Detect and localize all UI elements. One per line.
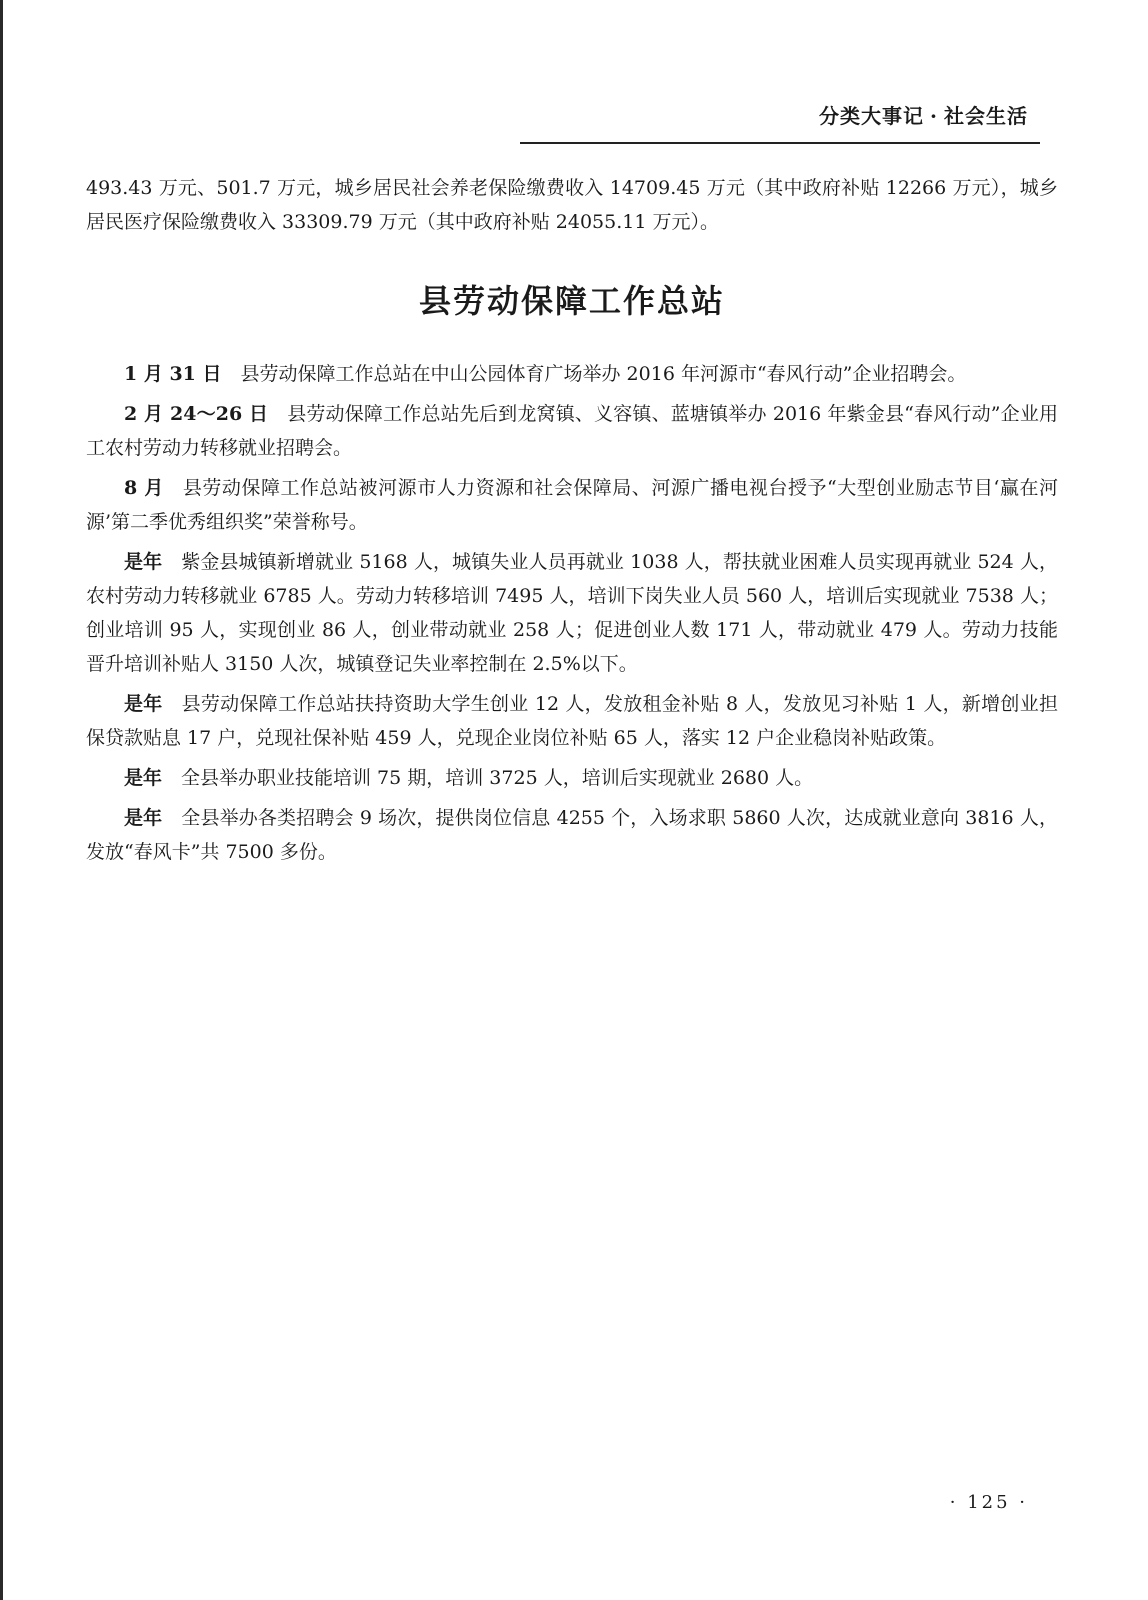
section-title: 县劳动保障工作总站	[418, 282, 725, 320]
entry-text: 县劳动保障工作总站在中山公园体育广场举办 2016 年河源市“春风行动”企业招聘会。	[240, 363, 967, 385]
page-edge-border	[0, 0, 3, 1600]
entry	[86, 357, 1058, 391]
header-subsection: 社会生活	[944, 104, 1028, 128]
entry	[86, 471, 1058, 539]
entry-date: 1 月 31 日	[124, 363, 222, 385]
entry-text: 全县举办职业技能培训 75 期，培训 3725 人，培训后实现就业 2680 人。	[181, 767, 814, 789]
header-separator: ·	[930, 104, 938, 128]
entry-date: 是年	[124, 807, 163, 829]
entry	[86, 545, 1058, 681]
entry-text: 县劳动保障工作总站被河源市人力资源和社会保障局、河源广播电视台授予“大型创业励志节目‘赢在河源’第二季优秀组织奖”荣誉称号。	[86, 477, 1058, 533]
running-header	[819, 100, 1028, 129]
entry-text: 县劳动保障工作总站先后到龙窝镇、义容镇、蓝塘镇举办 2016 年紫金县“春风行动”企业用工农村劳动力转移就业招聘会。	[86, 403, 1058, 459]
header-section: 分类大事记	[819, 104, 925, 128]
page-number: · 125 ·	[949, 1492, 1028, 1513]
entry-date: 2 月 24～26 日	[124, 403, 269, 425]
entry	[86, 801, 1058, 869]
entry-date: 是年	[124, 693, 163, 715]
entry-text: 县劳动保障工作总站扶持资助大学生创业 12 人，发放租金补贴 8 人，发放见习补贴 1 人，新增创业担保贷款贴息 17 户，兑现社保补贴 459 人，兑现企业岗位补贴 65 人，落实 12 户企业稳岗补贴政策。	[86, 693, 1058, 749]
header-rule	[520, 142, 1040, 144]
entry	[86, 761, 1058, 795]
entry-date: 是年	[124, 767, 163, 789]
entry-text: 全县举办各类招聘会 9 场次，提供岗位信息 4255 个，入场求职 5860 人次，达成就业意向 3816 人，发放“春风卡”共 7500 多份。	[86, 807, 1058, 863]
entry	[86, 397, 1058, 465]
entry-date: 是年	[124, 551, 163, 573]
entry	[86, 687, 1058, 755]
entry-text: 紫金县城镇新增就业 5168 人，城镇失业人员再就业 1038 人，帮扶就业困难人员实现再就业 524 人，农村劳动力转移就业 6785 人。劳动力转移培训 7495 人，培训下岗失业人员 560 人，培训后实现就业 7538 人；创业培训 95 人，实现创业 86 人，创业带动就业 258 人；促进创业人数 171 人，带动就业 479 人。劳动力技能晋升培训补贴人 3150 人次，城镇登记失业率控制在 2.5%以下。	[86, 551, 1058, 675]
intro-paragraph: 493.43 万元、501.7 万元，城乡居民社会养老保险缴费收入 14709.45 万元（其中政府补贴 12266 万元），城乡居民医疗保险缴费收入 33309.79 万元（其中政府补贴 24055.11 万元）。	[86, 177, 1058, 233]
page-content	[86, 171, 1058, 875]
entry-date: 8 月	[124, 477, 164, 499]
